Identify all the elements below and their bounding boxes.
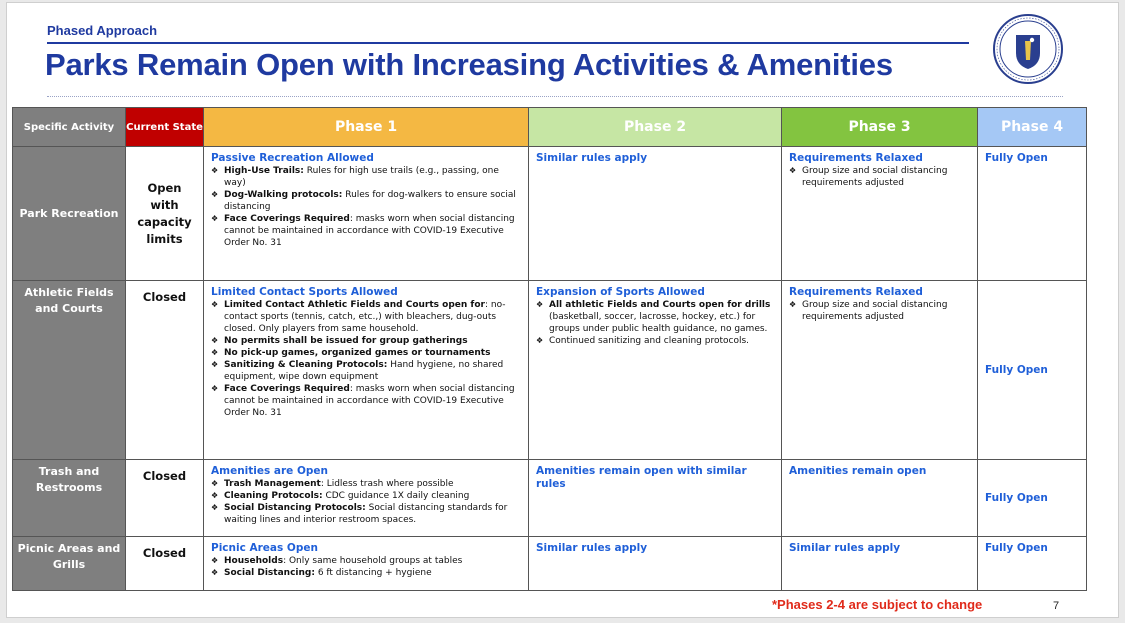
diamond-bullet-icon: ❖: [211, 568, 219, 577]
cell-heading: Requirements Relaxed: [789, 152, 923, 164]
bullet-text: [224, 213, 522, 249]
table-header-row: [13, 108, 1087, 147]
bullet-bold-text: Social Distancing:: [224, 568, 315, 578]
bullet-text: [224, 189, 522, 213]
bullet-body-text: Continued sanitizing and cleaning protocols.: [549, 336, 750, 346]
bullet-body-text: Social distancing standards for waiting lines and interior restroom spaces.: [224, 503, 508, 525]
bullet-item: [211, 347, 522, 359]
phase-3-cell: [782, 281, 978, 460]
bullet-bold-text: Face Coverings Required: [224, 214, 350, 224]
header-specific-activity: Specific Activity: [13, 108, 126, 147]
bullet-text: [224, 299, 522, 335]
bullet-text: [224, 567, 432, 579]
phase-1-cell: [204, 147, 529, 281]
cell-heading: Requirements Relaxed: [789, 286, 923, 298]
page-title: Parks Remain Open with Increasing Activities & Amenities: [45, 47, 893, 82]
table-row: [13, 460, 1087, 537]
bullet-bold-text: Limited Contact Athletic Fields and Courts open for: [224, 300, 485, 310]
bullet-text: [802, 299, 971, 323]
phase-2-cell: [529, 537, 782, 591]
bullet-item: [211, 359, 522, 383]
diamond-bullet-icon: ❖: [211, 348, 219, 357]
phase-1-cell: [204, 537, 529, 591]
bullet-text: [224, 335, 468, 347]
bullet-body-text: Rules for dog-walkers to ensure social distancing: [224, 190, 516, 212]
cell-heading: Amenities remain open with similar rules: [536, 465, 747, 490]
phase-2-cell: [529, 460, 782, 537]
table-row: [13, 537, 1087, 591]
current-state-cell: Open with capacity limits: [126, 147, 204, 281]
bullet-body-text: : masks worn when social distancing cannot be maintained in accordance with COVID-19 Executive Order No. 31: [224, 384, 515, 418]
bullet-body-text: (basketball, soccer, lacrosse, hockey, etc.) for groups under public health guidance, no games.: [549, 312, 768, 334]
diamond-bullet-icon: ❖: [536, 300, 544, 309]
bullet-item: [536, 299, 775, 335]
bullet-body-text: : Only same household groups at tables: [283, 556, 463, 566]
activity-cell: Park Recreation: [13, 147, 126, 281]
bullet-item: [211, 478, 522, 490]
phase-4-cell: Fully Open: [978, 147, 1087, 281]
table-row: [13, 281, 1087, 460]
current-state-cell: Closed: [126, 460, 204, 537]
diamond-bullet-icon: ❖: [211, 360, 219, 369]
bullet-bold-text: Households: [224, 556, 284, 566]
bullet-text: [224, 359, 522, 383]
bullet-text: [549, 335, 749, 347]
cell-heading: Limited Contact Sports Allowed: [211, 286, 398, 298]
bullet-item: [211, 335, 522, 347]
bullet-bold-text: Dog-Walking protocols:: [224, 190, 343, 200]
diamond-bullet-icon: ❖: [211, 336, 219, 345]
bullet-item: [211, 165, 522, 189]
bullet-item: [211, 567, 522, 579]
bullet-body-text: Rules for high use trails (e.g., passing, one way): [224, 166, 499, 188]
header-phase-4: Phase 4: [978, 108, 1087, 147]
phase-1-cell: [204, 281, 529, 460]
bullet-bold-text: Social Distancing Protocols:: [224, 503, 366, 513]
bullet-item: [536, 335, 775, 347]
bullet-text: [224, 490, 469, 502]
diamond-bullet-icon: ❖: [211, 556, 219, 565]
bullet-bold-text: Face Coverings Required: [224, 384, 350, 394]
phase-4-cell: Fully Open: [978, 460, 1087, 537]
bullet-item: [211, 383, 522, 419]
current-state-cell: Closed: [126, 537, 204, 591]
section-label: Phased Approach: [47, 23, 158, 38]
bullet-bold-text: Sanitizing & Cleaning Protocols:: [224, 360, 388, 370]
bullet-bold-text: All athletic Fields and Courts open for drills: [549, 300, 771, 310]
bullet-item: [211, 213, 522, 249]
current-state-cell: Closed: [126, 281, 204, 460]
phase-table: [12, 107, 1087, 591]
header-current-state: Current State: [126, 108, 204, 147]
bullet-item: [211, 189, 522, 213]
cell-heading: Picnic Areas Open: [211, 542, 318, 554]
diamond-bullet-icon: ❖: [211, 214, 219, 223]
bullet-text: [224, 165, 522, 189]
divider: [47, 96, 1063, 97]
title-rule: [47, 42, 969, 44]
phase-2-cell: [529, 281, 782, 460]
header-phase-1: Phase 1: [204, 108, 529, 147]
cell-heading: Similar rules apply: [536, 542, 648, 554]
cell-heading: Similar rules apply: [536, 152, 648, 164]
cell-heading: Passive Recreation Allowed: [211, 152, 374, 164]
cell-heading: Amenities remain open: [789, 465, 927, 477]
bullet-item: [211, 555, 522, 567]
footnote: *Phases 2-4 are subject to change: [772, 597, 983, 612]
phase-4-cell: Fully Open: [978, 537, 1087, 591]
diamond-bullet-icon: ❖: [211, 300, 219, 309]
massachusetts-state-seal-icon: [992, 13, 1064, 85]
diamond-bullet-icon: ❖: [536, 336, 544, 345]
diamond-bullet-icon: ❖: [211, 190, 219, 199]
bullet-body-text: Group size and social distancing requirements adjusted: [802, 166, 948, 188]
bullet-text: [224, 502, 522, 526]
bullet-item: [789, 165, 971, 189]
table-row: [13, 147, 1087, 281]
activity-cell: Picnic Areas and Grills: [13, 537, 126, 591]
bullet-body-text: : Lidless trash where possible: [320, 479, 454, 489]
activity-cell: Athletic Fields and Courts: [13, 281, 126, 460]
bullet-bold-text: Trash Management: [224, 479, 321, 489]
cell-heading: Amenities are Open: [211, 465, 328, 477]
bullet-item: [789, 299, 971, 323]
bullet-body-text: CDC guidance 1X daily cleaning: [322, 491, 470, 501]
diamond-bullet-icon: ❖: [789, 166, 797, 175]
phase-3-cell: [782, 147, 978, 281]
header-phase-2: Phase 2: [529, 108, 782, 147]
cell-heading: Expansion of Sports Allowed: [536, 286, 705, 298]
bullet-text: [224, 383, 522, 419]
page-number: 7: [1053, 600, 1060, 612]
phase-3-cell: [782, 460, 978, 537]
diamond-bullet-icon: ❖: [211, 384, 219, 393]
bullet-body-text: : masks worn when social distancing cannot be maintained in accordance with COVID-19 Executive Order No. 31: [224, 214, 515, 248]
diamond-bullet-icon: ❖: [789, 300, 797, 309]
bullet-text: [802, 165, 971, 189]
cell-heading: Similar rules apply: [789, 542, 901, 554]
bullet-text: [224, 347, 490, 359]
bullet-text: [549, 299, 775, 335]
bullet-item: [211, 502, 522, 526]
bullet-bold-text: No pick-up games, organized games or tournaments: [224, 348, 491, 358]
bullet-body-text: 6 ft distancing + hygiene: [314, 568, 432, 578]
bullet-text: [224, 555, 462, 567]
bullet-bold-text: High-Use Trails:: [224, 166, 304, 176]
phase-4-cell: Fully Open: [978, 281, 1087, 460]
bullet-item: [211, 299, 522, 335]
bullet-body-text: Hand hygiene, no shared equipment, wipe down equipment: [224, 360, 504, 382]
bullet-bold-text: Cleaning Protocols:: [224, 491, 323, 501]
diamond-bullet-icon: ❖: [211, 479, 219, 488]
bullet-bold-text: No permits shall be issued for group gatherings: [224, 336, 468, 346]
bullet-body-text: : no-contact sports (tennis, catch, etc.,) with bleachers, dug-outs closed. Only players from same household.: [224, 300, 506, 334]
bullet-text: [224, 478, 454, 490]
phase-1-cell: [204, 460, 529, 537]
header-phase-3: Phase 3: [782, 108, 978, 147]
bullet-body-text: Group size and social distancing requirements adjusted: [802, 300, 948, 322]
phase-2-cell: [529, 147, 782, 281]
diamond-bullet-icon: ❖: [211, 491, 219, 500]
phase-3-cell: [782, 537, 978, 591]
activity-cell: Trash and Restrooms: [13, 460, 126, 537]
diamond-bullet-icon: ❖: [211, 166, 219, 175]
bullet-item: [211, 490, 522, 502]
diamond-bullet-icon: ❖: [211, 503, 219, 512]
